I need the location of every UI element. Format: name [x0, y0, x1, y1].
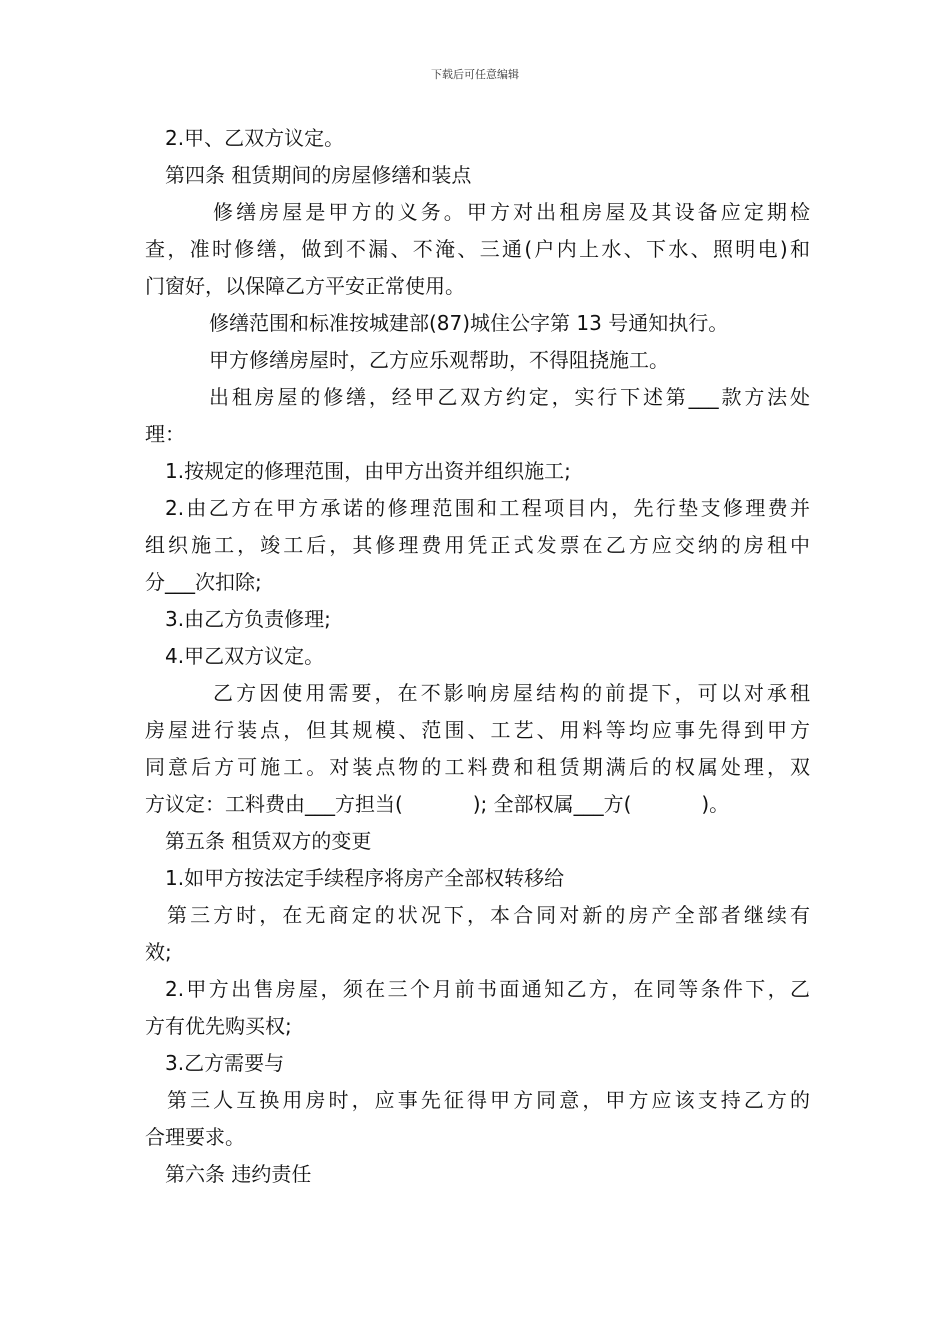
list-item: 2.甲方出售房屋，须在三个月前书面通知乙方，在同等条件下，乙: [165, 977, 810, 1001]
paragraph-line: 方有优先购买权;: [145, 1014, 292, 1038]
list-item: 4.甲乙双方议定。: [165, 644, 325, 668]
paragraph-line: 查，准时修缮，做到不漏、不淹、三通(户内上水、下水、照明电)和: [145, 237, 810, 261]
list-item: 1.按规定的修理范围，由甲方出资并组织施工;: [165, 459, 571, 483]
paragraph-line: 合理要求。: [145, 1125, 245, 1149]
section-heading-5: 第五条 租赁双方的变更: [165, 829, 372, 853]
list-item: 1.如甲方按法定手续程序将房产全部权转移给: [165, 866, 565, 890]
paragraph-line: 房屋进行装点，但其规模、范围、工艺、用料等均应事先得到甲方: [145, 718, 810, 742]
section-heading-6: 第六条 违约责任: [165, 1162, 312, 1186]
paragraph-line: 第三方时，在无商定的状况下，本合同对新的房产全部者继续有: [167, 903, 810, 927]
paragraph-line: 组织施工，竣工后，其修理费用凭正式发票在乙方应交纳的房租中: [145, 533, 810, 557]
paragraph-line: 同意后方可施工。对装点物的工料费和租赁期满后的权属处理，双: [145, 755, 810, 779]
paragraph-line: 出租房屋的修缮，经甲乙双方约定，实行下述第___款方法处: [209, 385, 810, 409]
document-body: [145, 120, 810, 1193]
paragraph-line: 乙方因使用需要，在不影响房屋结构的前提下，可以对承租: [213, 681, 810, 705]
list-item: 3.乙方需要与: [165, 1051, 285, 1075]
paragraph-line: 修缮房屋是甲方的义务。甲方对出租房屋及其设备应定期检: [213, 200, 810, 224]
list-item: 3.由乙方负责修理;: [165, 607, 331, 631]
paragraph-line: 2.甲、乙双方议定。: [165, 126, 345, 150]
section-heading-4: 第四条 租赁期间的房屋修缮和装点: [165, 163, 472, 187]
paragraph-line: 效;: [145, 940, 172, 964]
list-item: 2.由乙方在甲方承诺的修理范围和工程项目内，先行垫支修理费并: [165, 496, 810, 520]
paragraph-line: 分___次扣除;: [145, 570, 262, 594]
paragraph-line: 方议定：工料费由___方担当( ); 全部权属___方( )。: [145, 792, 730, 816]
page-header: 下载后可任意编辑: [431, 68, 519, 81]
paragraph-line: 第三人互换用房时，应事先征得甲方同意，甲方应该支持乙方的: [167, 1088, 810, 1112]
paragraph-line: 门窗好，以保障乙方平安正常使用。: [145, 274, 465, 298]
paragraph-line: 甲方修缮房屋时，乙方应乐观帮助，不得阻挠施工。: [209, 348, 669, 372]
paragraph-line: 修缮范围和标准按城建部(87)城住公字第 13 号通知执行。: [209, 311, 729, 335]
paragraph-line: 理：: [145, 422, 185, 446]
